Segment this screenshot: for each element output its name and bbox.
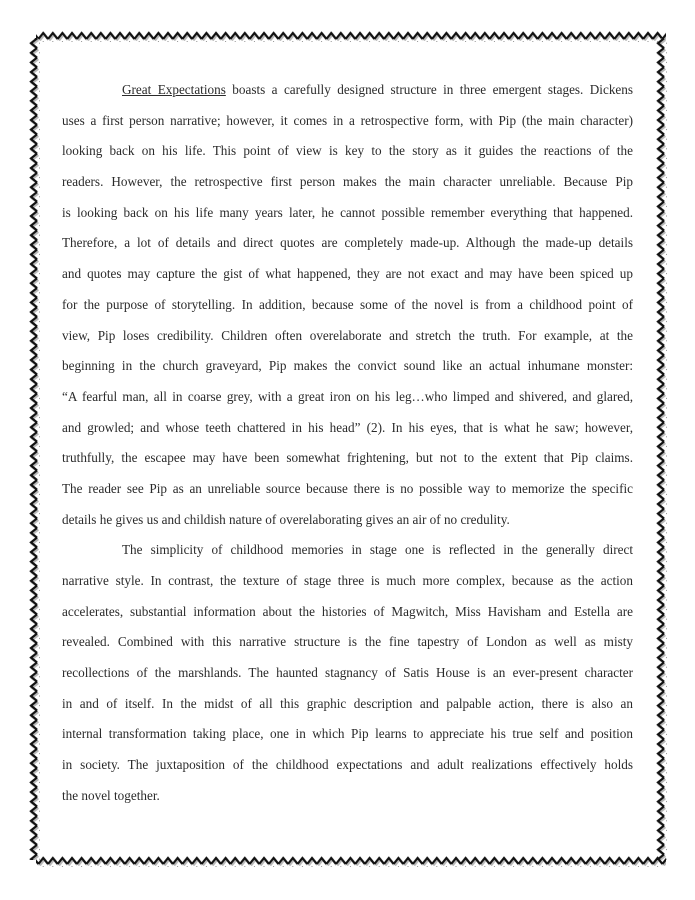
text-line: and quotes may capture the gist of what happened, they are not exact and may have been spiced up: [62, 266, 633, 282]
text-line: The simplicity of childhood memories in stage one is reflected in the generally direct: [122, 542, 633, 558]
text-line: beginning in the church graveyard, Pip makes the convict sound like an actual inhumane monster:: [62, 358, 633, 374]
text-line: in society. The juxtaposition of the childhood expectations and adult realizations effectively holds: [62, 757, 633, 773]
text-line: [62, 75, 633, 106]
text-line: accelerates, substantial information about the histories of Magwitch, Miss Havisham and Estella are: [62, 603, 633, 619]
text-line: The reader see Pip as an unreliable source because there is no possible way to memorize the specific: [62, 480, 633, 496]
text-line: truthfully, the escapee may have been somewhat frightening, but not to the extent that Pip claims.: [62, 450, 633, 466]
book-title: Great Expectations: [122, 82, 226, 97]
line-text: boasts a carefully designed structure in three emergent stages. Dickens: [225, 82, 633, 97]
text-line: the novel together.: [62, 787, 160, 803]
border-top: [36, 31, 666, 42]
text-line: Therefore, a lot of details and direct quotes are completely made-up. Although the made-up details: [62, 235, 633, 251]
text-line: and growled; and whose teeth chattered in his head” (2). In his eyes, that is what he saw; however,: [62, 419, 633, 435]
text-line: internal transformation taking place, one in which Pip learns to appreciate his true self and position: [62, 726, 633, 742]
text-line: revealed. Combined with this narrative structure is the fine tapestry of London as well as misty: [62, 634, 633, 650]
border-left: [29, 38, 40, 860]
text-line: details he gives us and childish nature of overelaborating gives an air of no credulity.: [62, 511, 510, 527]
text-line: in and of itself. In the midst of all this graphic description and palpable action, there is also an: [62, 695, 633, 711]
text-line: for the purpose of storytelling. In addition, because some of the novel is from a childhood point of: [62, 296, 633, 312]
text-line: readers. However, the retrospective first person makes the main character unreliable. Because Pip: [62, 174, 633, 190]
text-line: is looking back on his life many years later, he cannot possible remember everything that happened.: [62, 204, 633, 220]
text-line: uses a first person narrative; however, it comes in a retrospective form, with Pip (the main character): [62, 112, 633, 128]
text-line: recollections of the marshlands. The haunted stagnancy of Satis House is an ever-present character: [62, 665, 633, 681]
text-line: narrative style. In contrast, the texture of stage three is much more complex, because as the action: [62, 573, 633, 588]
text-line: “A fearful man, all in coarse grey, with a great iron on his leg…who limped and shivered, and glared,: [62, 388, 633, 404]
essay-body: [62, 75, 633, 812]
text-line: view, Pip loses credibility. Children often overelaborate and stretch the truth. For example, at the: [62, 327, 633, 343]
text-line: looking back on his life. This point of view is key to the story as it guides the reactions of the: [62, 143, 633, 159]
border-bottom: [36, 856, 666, 867]
border-right: [656, 38, 667, 860]
